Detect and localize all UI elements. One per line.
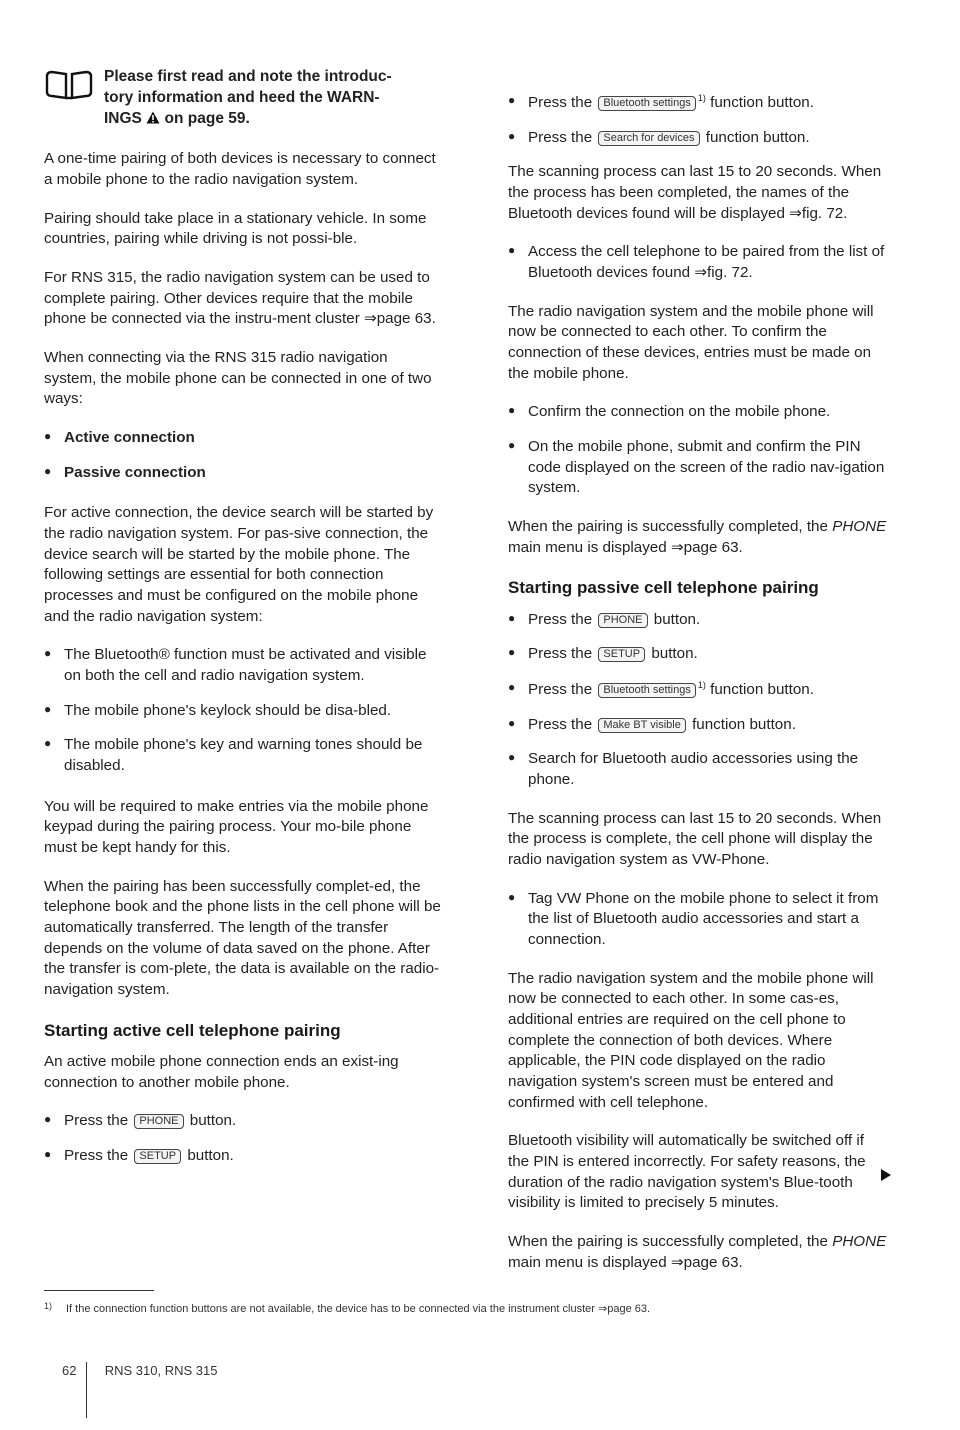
bluetooth-settings-key[interactable]: Bluetooth settings <box>598 683 695 698</box>
footnote-text: If the connection function buttons are not available, the device has to be connected via the instrument cluster ⇒page 63. <box>66 1303 651 1315</box>
book-icon <box>44 70 94 100</box>
footnote <box>44 1300 924 1317</box>
left-paragraph-8: An active mobile phone connection ends an exist-ing connection to another mobile phone. <box>44 1052 399 1091</box>
notice-line-1: Please first read and note the introduc- <box>104 68 392 85</box>
list-item: ● Press the Make BT visible function button. <box>508 715 888 736</box>
left-paragraph-7: When the pairing has been successfully complet-ed, the telephone book and the phone lists in the cell phone will be automatically transferred. The length of the transfer depends on the volume of data saved on the phone. After the transfer is com-plete, the data is available on the radio-navigation system. <box>44 877 441 999</box>
setup-key[interactable]: SETUP <box>598 647 645 662</box>
footer-models: RNS 310, RNS 315 <box>104 1363 218 1378</box>
list-item: ● Press the Search for devices function button. <box>508 128 888 149</box>
footer-divider <box>86 1362 87 1418</box>
list-item: ● Confirm the connection on the mobile phone. <box>508 402 888 423</box>
list-item <box>44 463 444 484</box>
phone-key[interactable]: PHONE <box>134 1114 183 1129</box>
right-paragraph-4: The scanning process can last 15 to 20 seconds. When the process is complete, the cell phone will display the radio navigation system as VW-Phone. <box>508 809 882 869</box>
left-paragraph-6: You will be required to make entries via the mobile phone keypad during the pairing process. Your mo-bile phone must be kept handy for this. <box>44 797 429 857</box>
list-item: ● The Bluetooth® function must be activated and visible on both the cell and radio navigation system. <box>44 645 444 686</box>
right-paragraph-1: The scanning process can last 15 to 20 seconds. When the process has been completed, the names of the Bluetooth devices found will be displayed ⇒fig. 72. <box>508 163 882 222</box>
footnote-mark: 1) <box>44 1301 53 1311</box>
left-paragraph-1: A one-time pairing of both devices is necessary to connect a mobile phone to the radio navigation system. <box>44 150 436 188</box>
active-pairing-heading: Starting active cell telephone pairing <box>44 1020 341 1040</box>
footnote-divider <box>44 1290 154 1291</box>
notice-line-3 <box>104 108 444 129</box>
intro-notice <box>44 66 444 129</box>
list-item <box>44 428 444 449</box>
active-connection-label: Active connection <box>64 428 195 446</box>
notice-warnings: INGS <box>104 110 142 128</box>
right-paragraph-5: The radio navigation system and the mobile phone will now be connected to each other. In some cas-es, additional entries are required on the cell phone to complete the connection of both devices. Where applicable, the PIN code displayed on the radio navigation system's screen must be entered and confirmed with cell telephone. <box>508 969 874 1111</box>
list-item: ● Press the Bluetooth settings $^{1)}$ function button. <box>508 92 888 114</box>
left-paragraph-3: For RNS 315, the radio navigation system can be used to complete pairing. Other devices require that the mobile phone be connected via the instru-ment cluster ⇒page 63. <box>44 268 436 328</box>
list-item: ● Press the SETUP button. <box>508 644 888 665</box>
list-item: ● Access the cell telephone to be paired from the list of Bluetooth devices found ⇒fig. 72. <box>508 242 888 283</box>
continue-arrow-icon <box>880 1169 892 1181</box>
passive-connection-label: Passive connection <box>64 463 206 481</box>
list-item: ● Press the SETUP button. <box>44 1146 444 1167</box>
footnote-ref: 1) <box>697 93 706 103</box>
page-footer <box>62 1362 217 1418</box>
list-item: ● Tag VW Phone on the mobile phone to select it from the list of Bluetooth audio accessories and start a connection. <box>508 889 888 951</box>
page-number: 62 <box>62 1363 77 1378</box>
list-item: ● On the mobile phone, submit and confirm the PIN code displayed on the screen of the radio nav-igation system. <box>508 437 888 499</box>
list-item: ● Press the Bluetooth settings $^{1)}$ function button. <box>508 679 888 701</box>
right-paragraph-6: Bluetooth visibility will automatically be switched off if the PIN is entered incorrectly. For safety reasons, the duration of the radio navigation system's Blue-tooth visibility is limited to precisely 5 minutes. <box>508 1132 866 1212</box>
search-devices-key[interactable]: Search for devices <box>598 131 699 146</box>
list-item: ● Press the PHONE button. <box>44 1111 444 1132</box>
make-visible-key[interactable]: Make BT visible <box>598 718 685 733</box>
warning-triangle-icon <box>146 111 160 124</box>
footnote-ref: 1) <box>697 679 706 690</box>
passive-pairing-heading: Starting passive cell telephone pairing <box>508 578 819 598</box>
right-paragraph-7: When the pairing is successfully completed, the PHONE main menu is displayed ⇒page 63. <box>508 1233 887 1271</box>
notice-page-ref[interactable]: on page 59. <box>164 110 250 128</box>
list-item: ● Press the PHONE button. <box>508 610 888 631</box>
right-paragraph-3: When the pairing is successfully completed, the PHONE main menu is displayed ⇒page 63. <box>508 518 887 556</box>
left-paragraph-4: When connecting via the RNS 315 radio navigation system, the mobile phone can be connected in one of two ways: <box>44 348 432 408</box>
phone-key[interactable]: PHONE <box>598 613 647 628</box>
phone-menu-label: PHONE <box>832 1233 887 1251</box>
list-item: ● The mobile phone's keylock should be disa-bled. <box>44 701 444 722</box>
phone-menu-label: PHONE <box>832 518 887 536</box>
right-paragraph-2: The radio navigation system and the mobile phone will now be connected to each other. To confirm the connection of these devices, entries must be made on the mobile phone. <box>508 302 874 382</box>
notice-line-2: tory information and heed the WARN- <box>104 89 380 107</box>
left-paragraph-5: For active connection, the device search will be started by the radio navigation system. For pas-sive connection, the device search will be started by the mobile phone. The following settings are essential for both connection processes and must be configured on the mobile phone and the radio navigation system: <box>44 504 434 625</box>
setup-key[interactable]: SETUP <box>134 1149 181 1164</box>
bluetooth-settings-key[interactable]: Bluetooth settings <box>598 96 695 111</box>
left-column <box>44 66 444 1181</box>
list-item: ● Search for Bluetooth audio accessories using the phone. <box>508 749 888 790</box>
list-item: ● The mobile phone's key and warning tones should be disabled. <box>44 735 444 776</box>
left-paragraph-2: Pairing should take place in a stationary vehicle. In some countries, pairing while driving is not possi-ble. <box>44 209 427 248</box>
right-column <box>508 92 888 1291</box>
